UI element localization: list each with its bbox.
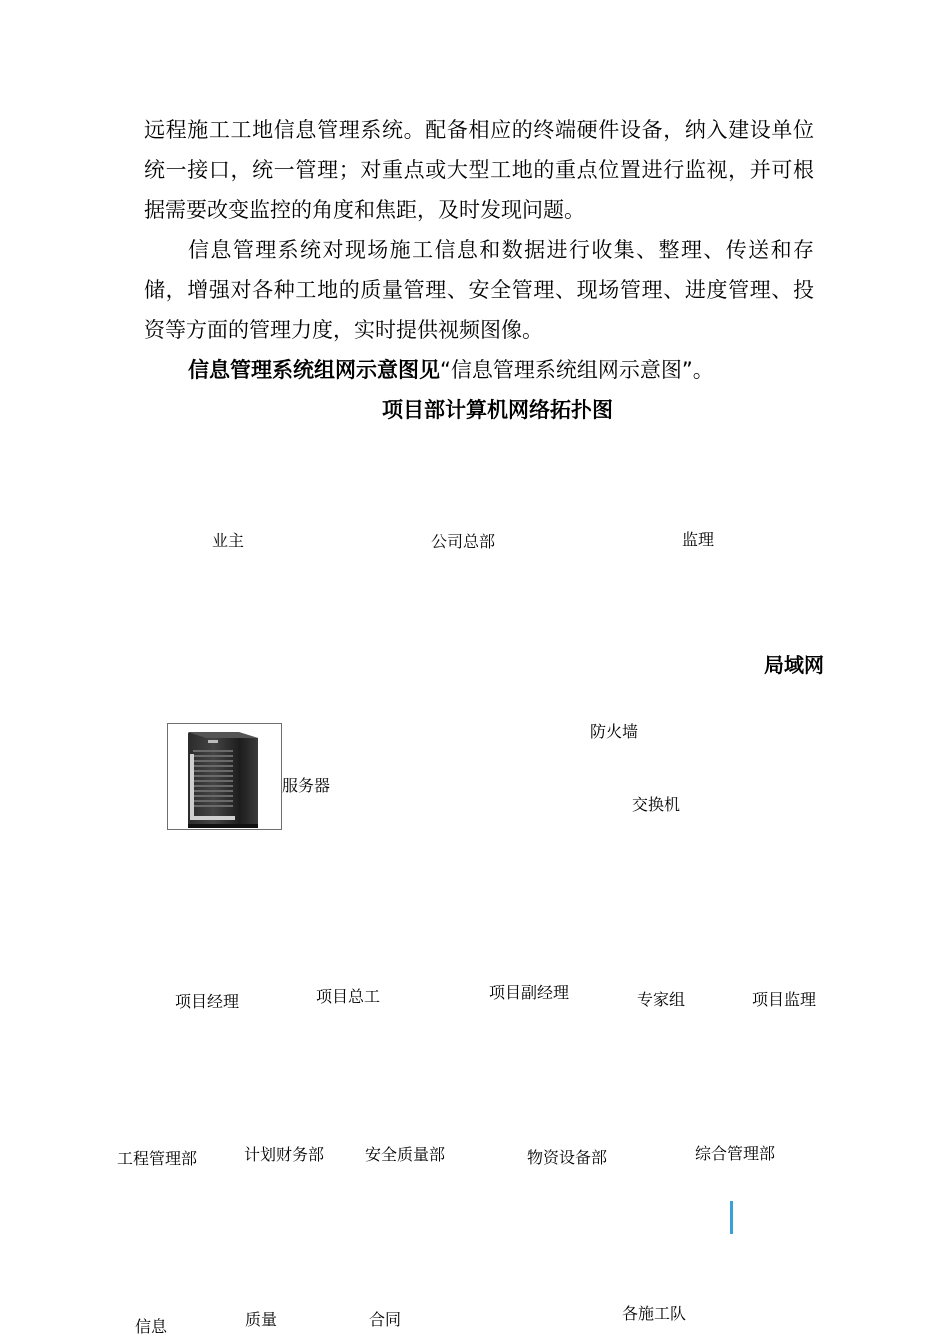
node-server: 服务器 <box>282 776 331 795</box>
node-chief-engineer: 项目总工 <box>316 987 381 1006</box>
node-firewall: 防火墙 <box>590 722 639 741</box>
node-dept-engineering: 工程管理部 <box>117 1149 198 1168</box>
node-construction-teams: 各施工队 <box>622 1304 687 1323</box>
node-dept-safety-quality: 安全质量部 <box>365 1145 446 1164</box>
node-contract: 合同 <box>369 1310 402 1329</box>
node-supervisor: 监理 <box>682 530 715 549</box>
node-pm: 项目经理 <box>175 992 240 1011</box>
server-icon <box>168 724 281 829</box>
paragraph-1: 远程施工工地信息管理系统。配备相应的终端硬件设备，纳入建设单位统一接口，统一管理；对重点或大型工地的重点位置进行监视，并可根据需要改变监控的角度和焦距，及时发现问题。 <box>144 118 814 222</box>
server-image <box>167 723 282 830</box>
paragraph-3-normal: “信息管理系统组网示意图”。 <box>440 358 714 382</box>
lan-label: 局域网 <box>764 653 824 677</box>
paragraph-3 <box>188 350 714 390</box>
node-owner: 业主 <box>212 531 245 550</box>
node-dept-materials: 物资设备部 <box>527 1148 608 1167</box>
node-quality: 质量 <box>245 1310 278 1329</box>
paragraph-3-bold: 信息管理系统组网示意图见 <box>188 358 440 382</box>
node-dept-general: 综合管理部 <box>695 1144 776 1163</box>
node-info: 信息 <box>135 1317 168 1336</box>
node-dept-finance: 计划财务部 <box>244 1145 325 1164</box>
diagram-title: 项目部计算机网络拓扑图 <box>382 398 613 422</box>
node-switch: 交换机 <box>632 795 681 814</box>
node-expert-group: 专家组 <box>637 990 686 1009</box>
accent-line <box>730 1201 733 1234</box>
paragraph-2: 信息管理系统对现场施工信息和数据进行收集、整理、传送和存储，增强对各种工地的质量管理、安全管理、现场管理、进度管理、投资等方面的管理力度，实时提供视频图像。 <box>144 238 814 342</box>
node-deputy-pm: 项目副经理 <box>489 983 570 1002</box>
node-hq: 公司总部 <box>431 532 496 551</box>
node-project-supervisor: 项目监理 <box>752 990 817 1009</box>
